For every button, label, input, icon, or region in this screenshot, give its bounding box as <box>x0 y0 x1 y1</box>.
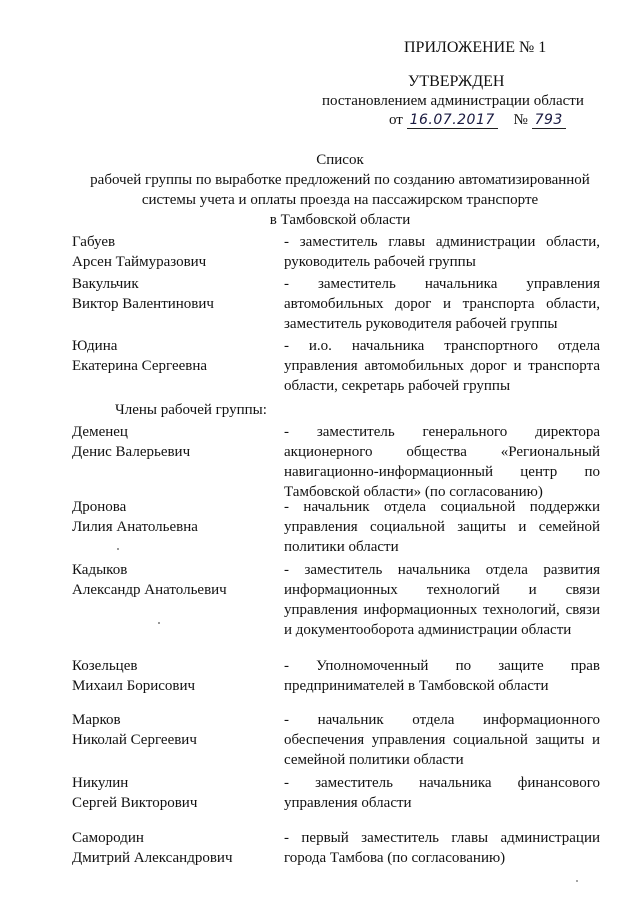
decree-label: постановлением администрации области <box>322 93 584 109</box>
member-name <box>72 422 272 462</box>
title-line-2: системы учета и оплаты проезда на пассажирском транспорте <box>141 192 539 208</box>
member-role: - заместитель генерального директора акционерного общества «Региональный навигационно-информационный центр по Тамбовской области» (по согласованию) <box>284 424 600 500</box>
member-role: - заместитель начальника финансового управления области <box>284 775 600 811</box>
title-line-1: рабочей группы по выработке предложений по созданию автоматизированной <box>90 172 590 188</box>
member-surname: Дронова <box>72 499 127 515</box>
leader-given-names: Арсен Таймуразович <box>72 254 207 270</box>
member-given-names: Николай Сергеевич <box>72 732 197 748</box>
decree-number: 793 <box>532 112 566 129</box>
leader-surname: Габуев <box>72 234 116 250</box>
title-line-3: в Тамбовской области <box>269 212 411 228</box>
member-name <box>72 560 272 600</box>
number-prefix: № <box>513 112 528 128</box>
member-role: - начальник отдела социальной поддержки управления социальной защиты и семейной политики области <box>284 499 600 555</box>
approved-label: УТВЕРЖДЕН <box>408 73 505 90</box>
leader-given-names: Виктор Валентинович <box>72 296 214 312</box>
member-given-names: Лилия Анатольевна <box>72 519 198 535</box>
member-surname: Никулин <box>72 775 129 791</box>
scan-speck <box>576 880 578 882</box>
leader-surname: Вакульчик <box>72 276 139 292</box>
leader-name <box>72 274 272 314</box>
scan-speck <box>158 622 160 624</box>
member-given-names: Александр Анатольевич <box>72 582 227 598</box>
member-role: - Уполномоченный по защите прав предпринимателей в Тамбовской области <box>284 658 600 694</box>
document-title <box>70 150 610 230</box>
member-surname: Кадыков <box>72 562 128 578</box>
leader-name <box>72 336 272 376</box>
title-word: Список <box>316 152 364 168</box>
member-surname: Козельцев <box>72 658 138 674</box>
scan-speck <box>117 548 119 550</box>
member-name <box>72 656 272 696</box>
member-name <box>72 497 272 537</box>
leader-surname: Юдина <box>72 338 118 354</box>
member-role: - заместитель начальника отдела развития информационных технологий и связи управления информационных технологий, связи и документооборота администрации области <box>284 562 600 638</box>
member-role: - первый заместитель главы администрации города Тамбова (по согласованию) <box>284 830 600 866</box>
date-prefix: от <box>389 112 403 128</box>
leader-name <box>72 232 272 272</box>
member-name <box>72 710 272 750</box>
leader-role: - и.о. начальника транспортного отдела управления автомобильных дорог и транспорта области, секретарь рабочей группы <box>284 338 600 394</box>
member-surname: Марков <box>72 712 121 728</box>
decree-date-line <box>389 110 566 130</box>
members-heading: Члены рабочей группы: <box>115 402 267 418</box>
member-given-names: Сергей Викторович <box>72 795 198 811</box>
leader-role: - заместитель начальника управления автомобильных дорог и транспорта области, заместитель руководителя рабочей группы <box>284 276 600 332</box>
member-role: - начальник отдела информационного обеспечения управления социальной защиты и семейной политики области <box>284 712 600 768</box>
leader-given-names: Екатерина Сергеевна <box>72 358 208 374</box>
annex-label: ПРИЛОЖЕНИЕ № 1 <box>404 39 547 56</box>
member-surname: Деменец <box>72 424 128 440</box>
member-name <box>72 773 272 813</box>
member-surname: Самородин <box>72 830 144 846</box>
decree-date: 16.07.2017 <box>407 112 498 129</box>
member-given-names: Дмитрий Александрович <box>72 850 233 866</box>
leader-role: - заместитель главы администрации области, руководитель рабочей группы <box>284 234 600 270</box>
member-given-names: Денис Валерьевич <box>72 444 191 460</box>
member-given-names: Михаил Борисович <box>72 678 196 694</box>
member-name <box>72 828 272 868</box>
